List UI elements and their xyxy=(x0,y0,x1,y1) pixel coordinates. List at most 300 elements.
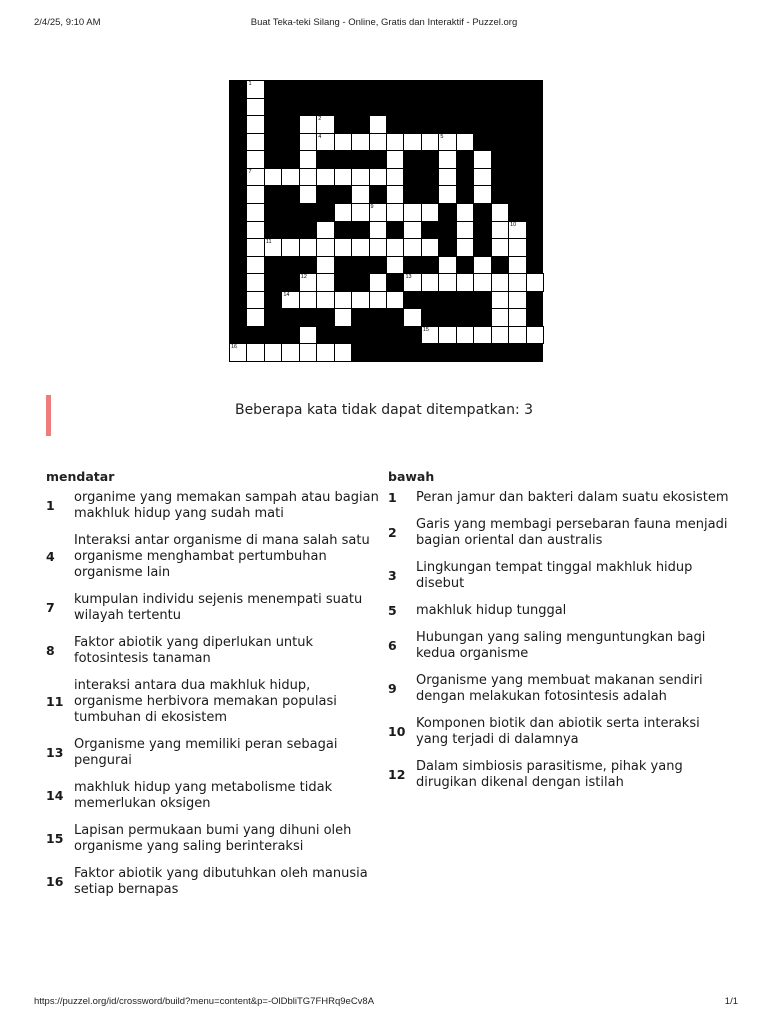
grid-cell-blocked xyxy=(334,326,352,344)
clue-number-label: 5 xyxy=(440,133,444,140)
grid-cell-blocked xyxy=(229,238,247,256)
clue-text: Komponen biotik dan abiotik serta interaksi yang terjadi di dalamnya xyxy=(416,716,700,747)
clue-across-16 xyxy=(46,866,381,898)
grid-cell[interactable] xyxy=(491,291,509,310)
grid-cell-blocked xyxy=(316,326,334,344)
grid-cell-blocked xyxy=(526,343,544,361)
grid-cell[interactable] xyxy=(473,150,491,169)
grid-cell[interactable] xyxy=(369,203,387,222)
clue-text: makhluk hidup yang metabolisme tidak memerlukan oksigen xyxy=(74,780,333,811)
down-clues xyxy=(388,469,733,802)
clue-number-label: 14 xyxy=(283,291,290,298)
grid-cell-blocked xyxy=(229,291,247,309)
grid-cell-blocked xyxy=(229,133,247,151)
grid-cell[interactable] xyxy=(456,221,474,240)
grid-cell[interactable] xyxy=(246,273,264,292)
grid-cell-blocked xyxy=(403,343,421,361)
grid-cell-blocked xyxy=(526,168,544,186)
clue-across-15 xyxy=(46,823,381,855)
clue-number-label: 7 xyxy=(248,168,252,175)
grid-cell-blocked xyxy=(281,185,299,203)
clue-number-label: 2 xyxy=(318,116,322,123)
grid-cell[interactable] xyxy=(491,238,509,257)
crossword-grid xyxy=(229,80,543,361)
grid-cell-blocked xyxy=(491,150,509,168)
grid-cell[interactable] xyxy=(403,273,421,292)
clue-number: 16 xyxy=(46,874,64,889)
grid-cell-blocked xyxy=(473,133,491,151)
grid-cell[interactable] xyxy=(369,133,387,152)
print-datetime: 2/4/25, 9:10 AM xyxy=(34,17,101,28)
grid-cell[interactable] xyxy=(386,185,404,204)
clue-text: Organisme yang membuat makanan sendiri dengan melakukan fotosintesis adalah xyxy=(416,673,703,704)
grid-cell-blocked xyxy=(229,150,247,168)
grid-cell-blocked xyxy=(229,115,247,133)
grid-cell-blocked xyxy=(526,221,544,239)
grid-cell-blocked xyxy=(299,256,317,274)
grid-cell-blocked xyxy=(264,98,282,116)
grid-cell-blocked xyxy=(386,115,404,133)
grid-cell-blocked xyxy=(229,203,247,221)
grid-cell-blocked xyxy=(264,150,282,168)
clue-number: 3 xyxy=(388,568,397,583)
grid-cell-blocked xyxy=(491,168,509,186)
grid-cell[interactable] xyxy=(334,291,352,310)
grid-cell[interactable] xyxy=(508,221,526,240)
grid-cell[interactable] xyxy=(246,98,264,117)
grid-cell-blocked xyxy=(281,133,299,151)
grid-cell[interactable] xyxy=(369,115,387,134)
grid-cell[interactable] xyxy=(386,133,404,152)
grid-cell-blocked xyxy=(299,80,317,98)
grid-cell-blocked xyxy=(473,80,491,98)
grid-cell[interactable] xyxy=(351,133,369,152)
across-heading: mendatar xyxy=(46,469,115,484)
clue-number: 2 xyxy=(388,525,397,540)
grid-cell[interactable] xyxy=(473,273,491,292)
clue-down-5 xyxy=(388,603,733,619)
grid-cell-blocked xyxy=(299,98,317,116)
grid-cell[interactable] xyxy=(403,133,421,152)
grid-cell-blocked xyxy=(351,221,369,239)
grid-cell[interactable] xyxy=(421,203,439,222)
grid-cell-blocked xyxy=(281,203,299,221)
grid-cell[interactable] xyxy=(246,221,264,240)
clue-text: interaksi antara dua makhluk hidup, organisme herbivora memakan populasi tumbuhan di ekosistem xyxy=(74,678,337,725)
clue-across-7 xyxy=(46,592,381,624)
grid-cell[interactable] xyxy=(281,168,299,187)
grid-cell[interactable] xyxy=(246,168,264,187)
grid-cell-blocked xyxy=(229,256,247,274)
grid-cell-blocked xyxy=(526,133,544,151)
grid-cell[interactable] xyxy=(264,168,282,187)
grid-cell-blocked xyxy=(456,291,474,309)
grid-cell[interactable] xyxy=(246,80,264,99)
grid-cell[interactable] xyxy=(316,133,334,152)
grid-cell-blocked xyxy=(403,185,421,203)
grid-cell-blocked xyxy=(403,80,421,98)
grid-cell[interactable] xyxy=(403,221,421,240)
grid-cell-blocked xyxy=(526,291,544,309)
grid-cell-blocked xyxy=(526,256,544,274)
grid-cell-blocked xyxy=(456,115,474,133)
grid-cell[interactable] xyxy=(246,343,264,362)
clue-text: organime yang memakan sampah atau bagian makhluk hidup yang sudah mati xyxy=(74,490,379,521)
grid-cell[interactable] xyxy=(526,326,544,345)
grid-cell-blocked xyxy=(473,98,491,116)
grid-cell-blocked xyxy=(281,98,299,116)
grid-cell[interactable] xyxy=(299,150,317,169)
grid-cell[interactable] xyxy=(229,343,247,362)
grid-cell-blocked xyxy=(438,291,456,309)
grid-cell-blocked xyxy=(229,168,247,186)
grid-cell-blocked xyxy=(229,273,247,291)
grid-cell[interactable] xyxy=(246,185,264,204)
grid-cell-blocked xyxy=(299,203,317,221)
grid-cell-blocked xyxy=(473,308,491,326)
grid-cell[interactable] xyxy=(369,221,387,240)
clue-number-label: 11 xyxy=(265,239,272,246)
grid-cell[interactable] xyxy=(299,168,317,187)
grid-cell-blocked xyxy=(369,308,387,326)
grid-cell-blocked xyxy=(508,133,526,151)
grid-cell-blocked xyxy=(508,168,526,186)
clue-number: 14 xyxy=(46,788,64,803)
grid-cell-blocked xyxy=(473,291,491,309)
clue-number: 7 xyxy=(46,600,55,615)
grid-cell-blocked xyxy=(438,238,456,256)
clue-number: 15 xyxy=(46,831,64,846)
grid-cell[interactable] xyxy=(351,291,369,310)
clue-text: Lapisan permukaan bumi yang dihuni oleh organisme yang saling berinteraksi xyxy=(74,823,352,854)
clue-number: 5 xyxy=(388,603,397,618)
grid-cell[interactable] xyxy=(299,238,317,257)
grid-cell-blocked xyxy=(281,256,299,274)
grid-cell[interactable] xyxy=(334,238,352,257)
grid-cell[interactable] xyxy=(456,326,474,345)
grid-cell[interactable] xyxy=(316,238,334,257)
grid-cell[interactable] xyxy=(438,256,456,275)
clue-number-label: 13 xyxy=(405,274,412,281)
grid-cell-blocked xyxy=(421,221,439,239)
grid-cell[interactable] xyxy=(491,221,509,240)
grid-cell-blocked xyxy=(438,343,456,361)
clue-text: Faktor abiotik yang diperlukan untuk fotosintesis tanaman xyxy=(74,635,314,666)
grid-cell-blocked xyxy=(264,326,282,344)
grid-cell[interactable] xyxy=(438,168,456,187)
grid-cell[interactable] xyxy=(334,133,352,152)
grid-cell[interactable] xyxy=(334,203,352,222)
grid-cell[interactable] xyxy=(316,273,334,292)
grid-cell-blocked xyxy=(421,150,439,168)
grid-cell[interactable] xyxy=(526,273,544,292)
grid-cell-blocked xyxy=(403,256,421,274)
grid-cell[interactable] xyxy=(281,238,299,257)
grid-cell-blocked xyxy=(316,80,334,98)
clue-across-8 xyxy=(46,635,381,667)
grid-cell[interactable] xyxy=(403,203,421,222)
grid-cell-blocked xyxy=(403,291,421,309)
grid-cell[interactable] xyxy=(508,256,526,275)
grid-cell-blocked xyxy=(491,185,509,203)
clue-number-label: 3 xyxy=(404,115,408,122)
clue-text: Faktor abiotik yang dibutuhkan oleh manusia setiap bernapas xyxy=(74,866,368,897)
grid-cell-blocked xyxy=(334,273,352,291)
clue-down-6 xyxy=(388,630,733,662)
grid-cell-blocked xyxy=(334,150,352,168)
grid-cell[interactable] xyxy=(334,343,352,362)
grid-cell[interactable] xyxy=(246,291,264,310)
grid-cell-blocked xyxy=(369,326,387,344)
grid-cell-blocked xyxy=(334,115,352,133)
grid-cell-blocked xyxy=(508,150,526,168)
grid-cell-blocked xyxy=(351,256,369,274)
grid-cell-blocked xyxy=(421,343,439,361)
grid-cell[interactable] xyxy=(508,273,526,292)
grid-cell-blocked xyxy=(264,308,282,326)
grid-cell-blocked xyxy=(369,343,387,361)
grid-cell-blocked xyxy=(316,185,334,203)
grid-cell-blocked xyxy=(403,150,421,168)
across-clues xyxy=(46,469,381,909)
grid-cell-blocked xyxy=(438,115,456,133)
grid-cell-blocked xyxy=(473,203,491,221)
grid-cell-blocked xyxy=(351,326,369,344)
grid-cell-blocked xyxy=(403,98,421,116)
grid-cell-blocked xyxy=(421,98,439,116)
grid-cell-blocked xyxy=(491,80,509,98)
clue-text: Interaksi antar organisme di mana salah satu organisme menghambat pertumbuhan organisme lain xyxy=(74,533,370,580)
grid-cell[interactable] xyxy=(491,326,509,345)
grid-cell-blocked xyxy=(264,203,282,221)
grid-cell[interactable] xyxy=(421,133,439,152)
grid-cell[interactable] xyxy=(456,203,474,222)
grid-cell[interactable] xyxy=(438,133,456,152)
grid-cell-blocked xyxy=(456,308,474,326)
grid-cell[interactable] xyxy=(386,203,404,222)
grid-cell[interactable] xyxy=(386,238,404,257)
grid-cell[interactable] xyxy=(438,185,456,204)
grid-cell[interactable] xyxy=(316,343,334,362)
grid-cell-blocked xyxy=(229,98,247,116)
grid-cell[interactable] xyxy=(369,291,387,310)
grid-cell[interactable] xyxy=(299,185,317,204)
grid-cell[interactable] xyxy=(386,150,404,169)
grid-cell[interactable] xyxy=(491,203,509,222)
grid-cell[interactable] xyxy=(246,133,264,152)
clue-text: Dalam simbiosis parasitisme, pihak yang dirugikan dikenal dengan istilah xyxy=(416,759,683,790)
grid-cell-blocked xyxy=(508,203,526,221)
grid-cell[interactable] xyxy=(264,238,282,257)
grid-cell[interactable] xyxy=(264,343,282,362)
grid-cell[interactable] xyxy=(508,308,526,327)
grid-cell-blocked xyxy=(229,308,247,326)
grid-cell[interactable] xyxy=(403,238,421,257)
grid-cell-blocked xyxy=(526,238,544,256)
grid-cell[interactable] xyxy=(508,291,526,310)
grid-cell-blocked xyxy=(473,238,491,256)
clue-number: 1 xyxy=(46,498,55,513)
print-page-number: 1/1 xyxy=(724,996,738,1007)
grid-cell[interactable] xyxy=(421,326,439,345)
grid-cell[interactable] xyxy=(334,168,352,187)
grid-cell[interactable] xyxy=(351,203,369,222)
grid-cell[interactable] xyxy=(386,256,404,275)
clue-down-3 xyxy=(388,560,733,592)
grid-cell[interactable] xyxy=(386,168,404,187)
grid-cell-blocked xyxy=(421,168,439,186)
clue-down-2 xyxy=(388,517,733,549)
grid-cell[interactable] xyxy=(281,291,299,310)
grid-cell[interactable] xyxy=(351,238,369,257)
grid-cell-blocked xyxy=(334,185,352,203)
grid-cell[interactable] xyxy=(508,326,526,345)
clue-number: 11 xyxy=(46,694,64,709)
clue-number-label: 9 xyxy=(370,203,374,210)
grid-cell-blocked xyxy=(229,185,247,203)
grid-cell[interactable] xyxy=(456,273,474,292)
grid-cell[interactable] xyxy=(299,326,317,345)
grid-cell[interactable] xyxy=(456,238,474,257)
grid-cell[interactable] xyxy=(281,343,299,362)
grid-cell-blocked xyxy=(403,115,421,133)
grid-cell-blocked xyxy=(264,115,282,133)
clue-number-label: 1 xyxy=(248,81,252,87)
grid-cell[interactable] xyxy=(299,343,317,362)
clue-number-label: 10 xyxy=(510,221,517,228)
grid-cell[interactable] xyxy=(316,115,334,134)
grid-cell[interactable] xyxy=(473,185,491,204)
grid-cell[interactable] xyxy=(369,238,387,257)
grid-cell[interactable] xyxy=(299,273,317,292)
grid-cell-blocked xyxy=(421,115,439,133)
clue-number: 4 xyxy=(46,549,55,564)
grid-cell[interactable] xyxy=(403,308,421,327)
grid-cell-blocked xyxy=(316,203,334,221)
grid-cell-blocked xyxy=(491,133,509,151)
grid-cell[interactable] xyxy=(246,238,264,257)
grid-cell[interactable] xyxy=(386,291,404,310)
grid-cell-blocked xyxy=(386,98,404,116)
grid-cell[interactable] xyxy=(351,168,369,187)
grid-cell[interactable] xyxy=(421,238,439,257)
grid-cell-blocked xyxy=(334,98,352,116)
grid-cell-blocked xyxy=(421,291,439,309)
grid-cell[interactable] xyxy=(316,291,334,310)
grid-cell[interactable] xyxy=(316,256,334,275)
grid-cell[interactable] xyxy=(316,168,334,187)
grid-cell[interactable] xyxy=(491,273,509,292)
grid-cell-blocked xyxy=(281,308,299,326)
grid-cell[interactable] xyxy=(246,150,264,169)
grid-cell-blocked xyxy=(351,80,369,98)
grid-cell-blocked xyxy=(264,221,282,239)
grid-cell[interactable] xyxy=(473,326,491,345)
grid-cell-blocked xyxy=(369,150,387,168)
grid-cell-blocked xyxy=(281,221,299,239)
grid-cell[interactable] xyxy=(473,256,491,275)
clue-text: Peran jamur dan bakteri dalam suatu ekosistem xyxy=(416,490,729,505)
print-page-title: Buat Teka-teki Silang - Online, Gratis dan Interaktif - Puzzel.org xyxy=(250,17,518,28)
grid-cell-blocked xyxy=(456,98,474,116)
grid-cell[interactable] xyxy=(316,221,334,240)
grid-cell-blocked xyxy=(299,308,317,326)
grid-cell-blocked xyxy=(316,308,334,326)
grid-cell[interactable] xyxy=(438,273,456,292)
grid-cell[interactable] xyxy=(246,308,264,327)
grid-cell-blocked xyxy=(403,168,421,186)
clue-down-10 xyxy=(388,716,733,748)
clue-down-12 xyxy=(388,759,733,791)
grid-cell[interactable] xyxy=(299,115,317,134)
clue-number: 6 xyxy=(388,638,397,653)
grid-cell-blocked xyxy=(264,80,282,98)
grid-cell-blocked xyxy=(508,343,526,361)
clue-across-4 xyxy=(46,533,381,581)
grid-cell[interactable] xyxy=(369,273,387,292)
grid-cell[interactable] xyxy=(438,150,456,169)
grid-cell-blocked xyxy=(369,98,387,116)
grid-cell-blocked xyxy=(229,326,247,344)
grid-cell-blocked xyxy=(369,256,387,274)
grid-cell-blocked xyxy=(229,221,247,239)
grid-cell-blocked xyxy=(456,150,474,168)
grid-cell[interactable] xyxy=(334,308,352,327)
grid-cell-blocked xyxy=(438,308,456,326)
grid-cell[interactable] xyxy=(438,326,456,345)
grid-cell-blocked xyxy=(491,98,509,116)
grid-cell[interactable] xyxy=(508,238,526,257)
grid-cell-blocked xyxy=(369,80,387,98)
clue-number: 10 xyxy=(388,724,406,739)
grid-cell[interactable] xyxy=(351,185,369,204)
clue-number: 13 xyxy=(46,745,64,760)
grid-cell-blocked xyxy=(386,80,404,98)
clue-across-14 xyxy=(46,780,381,812)
grid-cell[interactable] xyxy=(246,115,264,134)
grid-cell-blocked xyxy=(526,98,544,116)
grid-cell[interactable] xyxy=(473,168,491,187)
grid-cell[interactable] xyxy=(246,256,264,275)
grid-cell[interactable] xyxy=(246,203,264,222)
grid-cell-blocked xyxy=(334,256,352,274)
clue-text: Lingkungan tempat tinggal makhluk hidup disebut xyxy=(416,560,693,591)
grid-cell-blocked xyxy=(473,221,491,239)
grid-cell-blocked xyxy=(281,150,299,168)
grid-cell-blocked xyxy=(351,98,369,116)
grid-cell-blocked xyxy=(264,273,282,291)
grid-cell[interactable] xyxy=(421,273,439,292)
grid-cell[interactable] xyxy=(299,291,317,310)
grid-cell-blocked xyxy=(526,80,544,98)
grid-cell[interactable] xyxy=(299,133,317,152)
grid-cell[interactable] xyxy=(369,168,387,187)
grid-cell-blocked xyxy=(421,308,439,326)
clue-number: 1 xyxy=(388,490,397,505)
grid-cell-blocked xyxy=(386,326,404,344)
grid-cell[interactable] xyxy=(456,133,474,152)
clue-number: 12 xyxy=(388,767,406,782)
clue-text: kumpulan individu sejenis menempati suatu wilayah tertentu xyxy=(74,592,363,623)
grid-cell-blocked xyxy=(264,291,282,309)
grid-cell[interactable] xyxy=(491,308,509,327)
grid-cell-blocked xyxy=(351,150,369,168)
grid-cell-blocked xyxy=(456,256,474,274)
grid-cell-blocked xyxy=(351,273,369,291)
clue-down-1 xyxy=(388,490,733,506)
grid-cell-blocked xyxy=(526,150,544,168)
grid-cell-blocked xyxy=(491,343,509,361)
